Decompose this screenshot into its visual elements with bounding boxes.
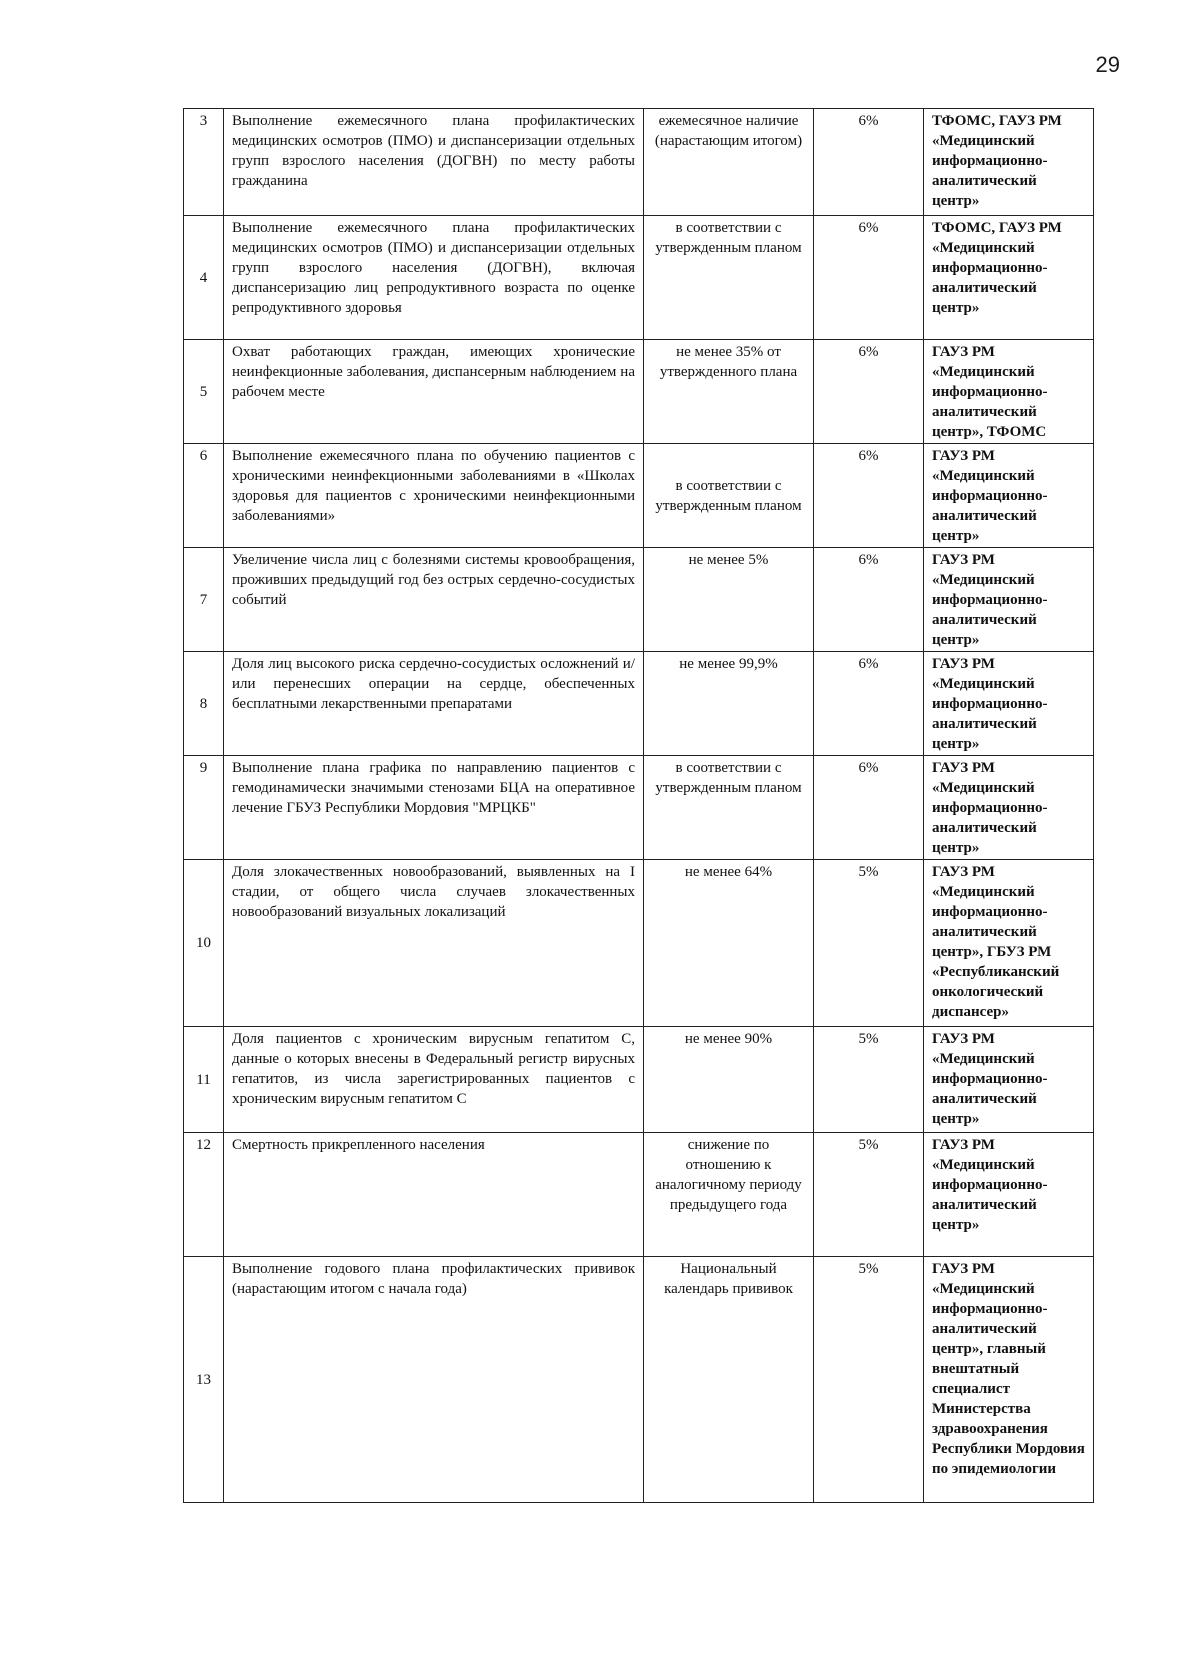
data-source: ГАУЗ РМ «Медицинский информационно-аналитический центр» (924, 548, 1094, 652)
weight-percent: 5% (814, 1133, 924, 1257)
table-row (184, 216, 1094, 340)
row-number: 5 (184, 340, 224, 444)
indicator-name: Смертность прикрепленного населения (224, 1133, 644, 1257)
data-source: ГАУЗ РМ «Медицинский информационно-аналитический центр», ГБУЗ РМ «Республиканский онкологический диспансер» (924, 860, 1094, 1027)
indicator-name: Выполнение ежемесячного плана профилактических медицинских осмотров (ПМО) и диспансеризации отдельных групп взрослого населения (ДОГВН) по месту работы гражданина (224, 109, 644, 216)
row-number: 10 (184, 860, 224, 1027)
target-value: не менее 5% (644, 548, 814, 652)
indicators-table (183, 108, 1094, 1503)
target-value: не менее 35% от утвержденного плана (644, 340, 814, 444)
weight-percent: 5% (814, 1027, 924, 1133)
target-value: снижение по отношению к аналогичному периоду предыдущего года (644, 1133, 814, 1257)
table-row (184, 756, 1094, 860)
data-source: ГАУЗ РМ «Медицинский информационно-аналитический центр» (924, 652, 1094, 756)
weight-percent: 5% (814, 860, 924, 1027)
data-source: ГАУЗ РМ «Медицинский информационно-аналитический центр» (924, 444, 1094, 548)
indicator-name: Доля лиц высокого риска сердечно-сосудистых осложнений и/или перенесших операции на сердце, обеспеченных бесплатными лекарственными препаратами (224, 652, 644, 756)
table-row (184, 109, 1094, 216)
weight-percent: 6% (814, 756, 924, 860)
weight-percent: 6% (814, 444, 924, 548)
indicator-name: Выполнение ежемесячного плана профилактических медицинских осмотров (ПМО) и диспансеризации отдельных групп взрослого населения (ДОГВН), включая диспансеризацию лиц репродуктивного возраста по оценке репродуктивного здоровья (224, 216, 644, 340)
weight-percent: 6% (814, 109, 924, 216)
indicator-name: Увеличение числа лиц с болезнями системы кровообращения, проживших предыдущий год без острых сердечно-сосудистых событий (224, 548, 644, 652)
data-source: ТФОМС, ГАУЗ РМ «Медицинский информационно-аналитический центр» (924, 109, 1094, 216)
table-row (184, 1133, 1094, 1257)
row-number: 6 (184, 444, 224, 548)
table-row (184, 548, 1094, 652)
weight-percent: 6% (814, 548, 924, 652)
data-source: ТФОМС, ГАУЗ РМ «Медицинский информационно-аналитический центр» (924, 216, 1094, 340)
target-value: не менее 99,9% (644, 652, 814, 756)
row-number: 12 (184, 1133, 224, 1257)
table-row (184, 1027, 1094, 1133)
target-value: не менее 64% (644, 860, 814, 1027)
weight-percent: 6% (814, 216, 924, 340)
target-value: в соответствии с утвержденным планом (644, 756, 814, 860)
weight-percent: 6% (814, 652, 924, 756)
target-value: в соответствии с утвержденным планом (644, 216, 814, 340)
target-value: Национальный календарь прививок (644, 1257, 814, 1503)
row-number: 8 (184, 652, 224, 756)
indicator-name: Охват работающих граждан, имеющих хронические неинфекционные заболевания, диспансерным наблюдением на рабочем месте (224, 340, 644, 444)
data-source: ГАУЗ РМ «Медицинский информационно-аналитический центр», главный внештатный специалист Министерства здравоохранения Республики Мордовия по эпидемиологии (924, 1257, 1094, 1503)
weight-percent: 5% (814, 1257, 924, 1503)
target-value: в соответствии с утвержденным планом (644, 444, 814, 548)
indicator-name: Выполнение плана графика по направлению пациентов с гемодинамически значимыми стенозами БЦА на оперативное лечение ГБУЗ Республики Мордовия "МРЦКБ" (224, 756, 644, 860)
row-number: 13 (184, 1257, 224, 1503)
row-number: 7 (184, 548, 224, 652)
indicator-name: Выполнение годового плана профилактических прививок (нарастающим итогом с начала года) (224, 1257, 644, 1503)
table-row (184, 860, 1094, 1027)
row-number: 11 (184, 1027, 224, 1133)
table-row (184, 1257, 1094, 1503)
indicator-name: Выполнение ежемесячного плана по обучению пациентов с хроническими неинфекционными заболеваниями в «Школах здоровья для пациентов с хроническими неинфекционными заболеваниями» (224, 444, 644, 548)
data-source: ГАУЗ РМ «Медицинский информационно-аналитический центр», ТФОМС (924, 340, 1094, 444)
indicator-name: Доля злокачественных новообразований, выявленных на I стадии, от общего числа случаев злокачественных новообразований визуальных локализаций (224, 860, 644, 1027)
table-row (184, 444, 1094, 548)
row-number: 9 (184, 756, 224, 860)
target-value: ежемесячное наличие (нарастающим итогом) (644, 109, 814, 216)
data-source: ГАУЗ РМ «Медицинский информационно-аналитический центр» (924, 1133, 1094, 1257)
table-row (184, 652, 1094, 756)
indicator-name: Доля пациентов с хроническим вирусным гепатитом С, данные о которых внесены в Федеральный регистр вирусных гепатитов, из числа зарегистрированных пациентов с хроническим вирусным гепатитом С (224, 1027, 644, 1133)
row-number: 3 (184, 109, 224, 216)
target-value: не менее 90% (644, 1027, 814, 1133)
table-row (184, 340, 1094, 444)
weight-percent: 6% (814, 340, 924, 444)
data-source: ГАУЗ РМ «Медицинский информационно-аналитический центр» (924, 1027, 1094, 1133)
page-number: 29 (1095, 52, 1120, 77)
data-source: ГАУЗ РМ «Медицинский информационно-аналитический центр» (924, 756, 1094, 860)
row-number: 4 (184, 216, 224, 340)
